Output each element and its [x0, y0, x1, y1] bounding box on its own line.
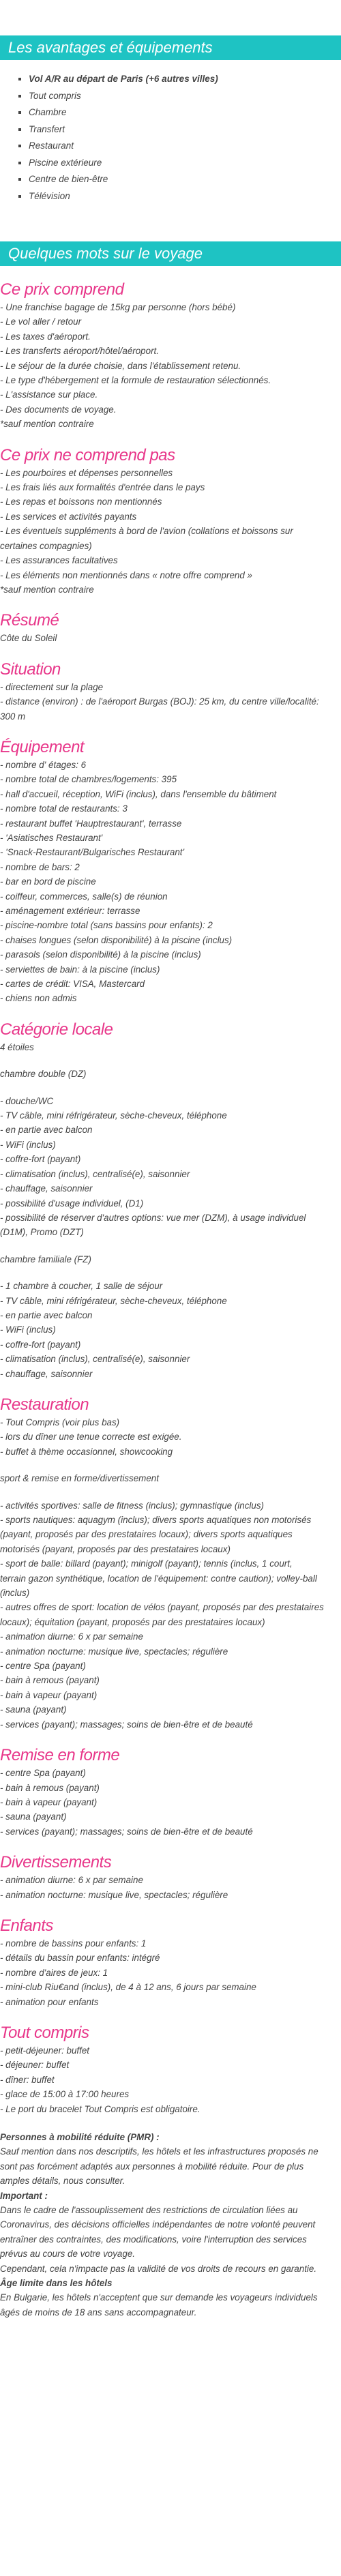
sport-line: - bain à vapeur (payant): [0, 1689, 98, 1700]
tout-compris-line: - Le port du bracelet Tout Compris est obligatoire.: [0, 2103, 201, 2114]
tout-compris-heading: Tout compris: [0, 2023, 89, 2042]
equipement-line: - piscine-nombre total (sans bassins pour enfants): 2: [0, 920, 213, 931]
categorie-dz-title: chambre double (DZ): [0, 1069, 87, 1080]
equipement-line: - aménagement extérieur: terrasse: [0, 906, 140, 916]
divertissements-line: - animation diurne: 6 x par semaine: [0, 1875, 143, 1886]
prix-non-line: - Les pourboires et dépenses personnelles: [0, 467, 173, 478]
categorie-heading: Catégorie locale: [0, 1020, 113, 1039]
section-banner-mots: Quelques mots sur le voyage: [0, 241, 341, 266]
prix-non-line: - Les éventuels suppléments à bord de l'avion (collations et boissons sur: [0, 526, 293, 537]
prix-non-line: - Les services et activités payants: [0, 511, 137, 522]
prix-comprend-line: *sauf mention contraire: [0, 419, 94, 430]
equipement-line: - coiffeur, commerces, salle(s) de réunion: [0, 891, 168, 902]
sport-line: - sport de balle: billard (payant); minigolf (payant); tennis (inclus, 1 court,: [0, 1558, 293, 1569]
prix-comprend-line: - Une franchise bagage de 15kg par personne (hors bébé): [0, 302, 236, 312]
feature-item: ▪ Tout compris: [29, 88, 341, 105]
pmr-line: Sauf mention dans nos descriptifs, les hôtels et les infrastructures proposés ne: [0, 2146, 318, 2157]
important-line: Dans le cadre de l'assouplissement des restrictions de circulation liées au: [0, 2205, 298, 2216]
remise-line: - bain à vapeur (payant): [0, 1796, 98, 1807]
remise-heading: Remise en forme: [0, 1746, 120, 1765]
feature-item: ▪ Restaurant: [29, 138, 341, 155]
feature-item: ▪ Piscine extérieure: [29, 155, 341, 172]
divertissements-heading: Divertissements: [0, 1853, 112, 1872]
spacer: [0, 646, 341, 660]
enfants-line: - détails du bassin pour enfants: intégré: [0, 1953, 160, 1964]
categorie-dz-line: - chauffage, saisonnier: [0, 1183, 93, 1194]
spacer: [0, 1459, 341, 1471]
important-line: entraîner des contraintes, des modifications, voire l'interruption des services: [0, 2234, 307, 2245]
prix-non-line: - Les assurances facultatives: [0, 555, 118, 566]
restauration-line: - lors du dîner une tenue correcte est exigée.: [0, 1432, 182, 1442]
prix-non-line: certaines compagnies): [0, 540, 92, 551]
categorie-dz-line: - WiFi (inclus): [0, 1139, 56, 1150]
spacer: [0, 1267, 341, 1279]
tout-compris-line: - déjeuner: buffet: [0, 2060, 70, 2071]
prix-comprend-line: - Des documents de voyage.: [0, 404, 117, 415]
sport-line: - services (payant); massages; soins de bien-être et de beauté: [0, 1719, 253, 1730]
equipement-line: - nombre de bars: 2: [0, 861, 80, 872]
spacer: [0, 1902, 341, 1916]
age-line: âgés de moins de 18 ans sans accompagnateur.: [0, 2307, 197, 2318]
prix-comprend-line: - Le séjour de la durée choisie, dans l'établissement retenu.: [0, 360, 241, 371]
equipement-line: - nombre d' étages: 6: [0, 759, 87, 770]
equipement-line: - nombre total de restaurants: 3: [0, 803, 128, 814]
spacer: [0, 432, 341, 445]
situation-line: - distance (environ) : de l'aéroport Burgas (BOJ): 25 km, du centre ville/localité:: [0, 696, 319, 707]
equipement-line: - nombre total de chambres/logements: 395: [0, 774, 177, 785]
sport-line: terrain gazon synthétique, location de l'équipement: contre caution); volley-ball: [0, 1573, 317, 1584]
age-title: Âge limite dans les hôtels: [0, 2278, 113, 2289]
equipement-heading: Équipement: [0, 737, 85, 756]
categorie-dz-line: - douche/WC: [0, 1095, 54, 1106]
sport-line: - sauna (payant): [0, 1704, 67, 1715]
tout-compris-line: - glace de 15:00 à 17:00 heures: [0, 2089, 130, 2100]
spacer: [0, 597, 341, 610]
prix-comprend-line: - Le vol aller / retour: [0, 316, 82, 327]
spacer: [0, 1486, 341, 1498]
pmr-title: Personnes à mobilité réduite (PMR) :: [0, 2132, 160, 2142]
feature-item: ▪ Télévision: [29, 188, 341, 205]
categorie-fz-line: - en partie avec balcon: [0, 1309, 93, 1320]
categorie-dz-line: - coffre-fort (payant): [0, 1154, 81, 1165]
equipement-line: - 'Snack-Restaurant/Bulgarisches Restaurant': [0, 847, 185, 858]
sport-line: - autres offres de sport: location de vélos (payant, proposés par des prestataires: [0, 1602, 324, 1613]
categorie-fz-line: - WiFi (inclus): [0, 1324, 56, 1335]
equipement-line: - 'Asiatisches Restaurant': [0, 832, 103, 843]
categorie-dz-line: - TV câble, mini réfrigérateur, sèche-cheveux, téléphone: [0, 1110, 227, 1121]
restauration-line: - buffet à thème occasionnel, showcooking: [0, 1446, 173, 1457]
categorie-dz-line: - possibilité de réserver d'autres options: vue mer (DZM), à usage individuel: [0, 1212, 306, 1223]
categorie-dz-line: (D1M), Promo (DZT): [0, 1227, 84, 1238]
enfants-line: - mini-club Riu€and (inclus), de 4 à 12 ans, 6 jours par semaine: [0, 1982, 256, 1993]
sport-line: (payant, proposés par des prestataires locaux); divers sports aquatiques: [0, 1529, 293, 1540]
enfants-heading: Enfants: [0, 1916, 53, 1935]
enfants-line: - nombre de bassins pour enfants: 1: [0, 1938, 147, 1949]
situation-line: - directement sur la plage: [0, 681, 104, 692]
spacer: [0, 724, 341, 737]
important-line: prévus au cours de votre voyage.: [0, 2249, 135, 2260]
sport-line: (inclus): [0, 1588, 30, 1599]
equipement-line: - restaurant buffet 'Hauptrestaurant', terrasse: [0, 818, 182, 829]
situation-heading: Situation: [0, 660, 61, 679]
sport-line: - bain à remous (payant): [0, 1675, 100, 1686]
important-line: Cependant, cela n'impacte pas la validité de vos droits de recours en garantie.: [0, 2263, 317, 2274]
categorie-fz-line: - chauffage, saisonnier: [0, 1368, 93, 1379]
sport-line: - activités sportives: salle de fitness (inclus); gymnastique (inclus): [0, 1500, 264, 1511]
situation-line: 300 m: [0, 711, 26, 722]
prix-non-line: - Les éléments non mentionnés dans « notre offre comprend »: [0, 569, 252, 580]
equipement-line: - parasols (selon disponibilité) à la piscine (inclus): [0, 949, 201, 960]
sport-line: - sports nautiques: aquagym (inclus); divers sports aquatiques non motorisés: [0, 1515, 312, 1525]
categorie-fz-title: chambre familiale (FZ): [0, 1254, 91, 1264]
prix-comprend-line: - Les taxes d'aéroport.: [0, 331, 91, 342]
pmr-line: amples détails, nous consulter.: [0, 2176, 125, 2187]
categorie-dz-line: - en partie avec balcon: [0, 1125, 93, 1136]
spacer: [0, 2009, 341, 2023]
pmr-line: sont pas forcément adaptés aux personnes à mobilité réduite. Pour de plus: [0, 2161, 304, 2172]
voyage-content: [0, 266, 341, 2320]
sport-title: sport & remise en forme/divertissement: [0, 1473, 159, 1484]
prix-comprend-line: - L'assistance sur place.: [0, 389, 98, 400]
categorie-dz-line: - possibilité d'usage individuel, (D1): [0, 1198, 144, 1209]
equipement-line: - bar en bord de piscine: [0, 876, 96, 887]
sport-line: locaux); équitation (payant, proposés par des prestataires locaux): [0, 1616, 265, 1627]
feature-item: ▪ Transfert: [29, 121, 341, 138]
age-line: En Bulgarie, les hôtels n'acceptent que sur demande les voyageurs individuels: [0, 2292, 318, 2303]
equipement-line: - cartes de crédit: VISA, Mastercard: [0, 979, 145, 990]
spacer: [0, 1839, 341, 1852]
restauration-heading: Restauration: [0, 1395, 89, 1414]
equipement-line: - chiens non admis: [0, 993, 77, 1004]
sport-line: - animation diurne: 6 x par semaine: [0, 1631, 143, 1642]
equipement-line: - hall d'accueil, réception, WiFi (inclus), dans l'ensemble du bâtiment: [0, 788, 277, 799]
categorie-fz-line: - coffre-fort (payant): [0, 1339, 81, 1350]
enfants-line: - animation pour enfants: [0, 1996, 99, 2007]
restauration-line: - Tout Compris (voir plus bas): [0, 1417, 120, 1427]
prix-non-line: - Les frais liés aux formalités d'entrée dans le pays: [0, 482, 205, 493]
important-line: Coronavirus, des décisions officielles indépendantes de notre volonté peuvent: [0, 2219, 316, 2230]
prix-non-line: *sauf mention contraire: [0, 584, 94, 595]
tout-compris-line: - dîner: buffet: [0, 2074, 55, 2085]
spacer: [0, 1732, 341, 1745]
feature-item: ▪ Chambre: [29, 104, 341, 121]
remise-line: - services (payant); massages; soins de bien-être et de beauté: [0, 1826, 253, 1837]
prix-non-heading: Ce prix ne comprend pas: [0, 445, 175, 464]
sport-line: motorisés (payant, proposés par des prestataires locaux): [0, 1543, 231, 1554]
remise-line: - sauna (payant): [0, 1811, 67, 1822]
spacer: [0, 1240, 341, 1252]
feature-item: ▪ Centre de bien-être: [29, 171, 341, 188]
categorie-dz-line: - climatisation (inclus), centralisé(e), saisonnier: [0, 1168, 190, 1179]
tout-compris-line: - petit-déjeuner: buffet: [0, 2045, 90, 2056]
divertissements-line: - animation nocturne: musique live, spectacles; régulière: [0, 1889, 228, 1900]
prix-non-line: - Les repas et boissons non mentionnés: [0, 497, 162, 507]
features-list: [0, 71, 341, 205]
spacer: [0, 1082, 341, 1094]
spacer: [0, 1381, 341, 1395]
feature-item: ▪ Vol A/R au départ de Paris (+6 autres villes): [29, 71, 341, 88]
section-banner-avantages: Les avantages et équipements: [0, 35, 341, 60]
prix-comprend-line: - Le type d'hébergement et la formule de restauration sélectionnés.: [0, 375, 271, 386]
categorie-fz-line: - climatisation (inclus), centralisé(e), saisonnier: [0, 1354, 190, 1365]
equipement-line: - serviettes de bain: à la piscine (inclus): [0, 964, 160, 975]
resume-heading: Résumé: [0, 611, 59, 630]
page: [0, 35, 341, 2576]
resume-line: Côte du Soleil: [0, 633, 57, 644]
categorie-fz-line: - 1 chambre à coucher, 1 salle de séjour: [0, 1281, 163, 1292]
sport-line: - centre Spa (payant): [0, 1661, 86, 1672]
enfants-line: - nombre d'aires de jeux: 1: [0, 1967, 108, 1978]
spacer: [0, 1054, 341, 1067]
remise-line: - centre Spa (payant): [0, 1768, 86, 1779]
remise-line: - bain à remous (payant): [0, 1782, 100, 1793]
prix-comprend-line: - Les transferts aéroport/hôtel/aéroport.: [0, 346, 159, 357]
equipement-line: - chaises longues (selon disponibilité) à la piscine (inclus): [0, 934, 233, 945]
prix-comprend-heading: Ce prix comprend: [0, 280, 124, 299]
categorie-fz-line: - TV câble, mini réfrigérateur, sèche-cheveux, téléphone: [0, 1295, 227, 1306]
spacer: [0, 1006, 341, 1020]
important-title: Important :: [0, 2190, 48, 2201]
spacer: [0, 2116, 341, 2130]
categorie-stars: 4 étoiles: [0, 1041, 34, 1052]
sport-line: - animation nocturne: musique live, spectacles; régulière: [0, 1646, 228, 1657]
